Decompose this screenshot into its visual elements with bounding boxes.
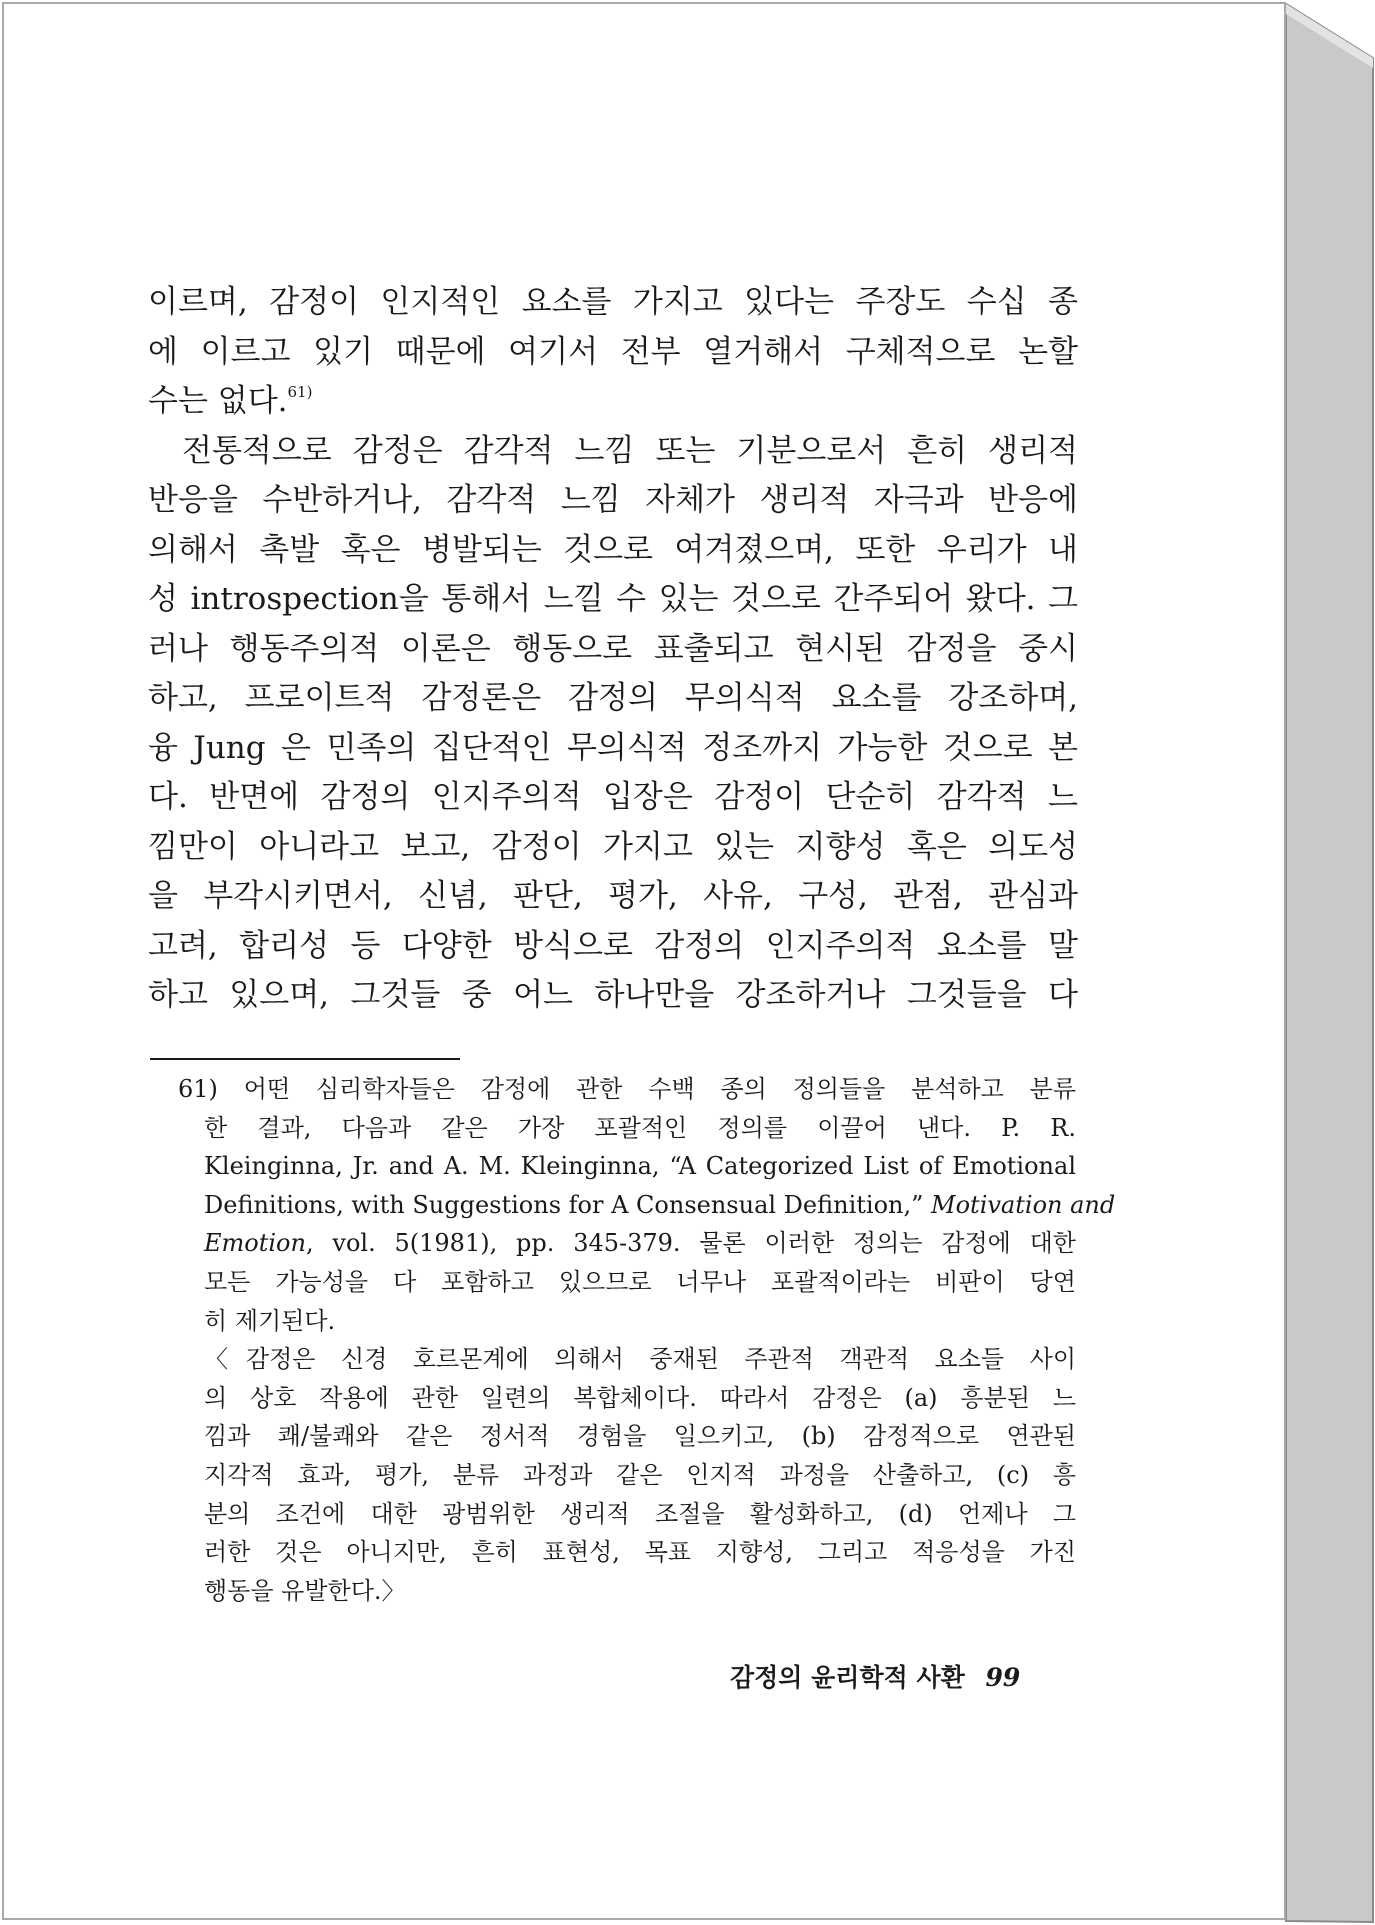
footnote-line: 의 상호 작용에 관한 일련의 복합체이다. 따라서 감정은 (a) 흥분된 느 <box>204 1383 1076 1412</box>
body-line-text: 융 Jung 은 민족의 집단적인 무의식적 정조까지 가능한 것으로 본 <box>148 729 1078 766</box>
footnote-ref[interactable]: 61) <box>287 383 313 401</box>
footnote-line: 행동을 유발한다.〉 <box>204 1576 406 1605</box>
body-text <box>148 278 1078 1021</box>
footnote-line: 지각적 효과, 평가, 분류 과정과 같은 인지적 과정을 산출하고, (c) 흥 <box>204 1460 1076 1489</box>
footnote-line: Emotion, vol. 5(1981), pp. 345-379. 물론 이러한 정의는 감정에 대한 <box>204 1229 1076 1258</box>
page-number: 99 <box>985 1663 1021 1692</box>
body-line <box>148 823 1078 873</box>
journal-title: Emotion <box>204 1229 306 1258</box>
body-line-text: 의해서 촉발 혹은 병발되는 것으로 여겨졌으며, 또한 우리가 내 <box>148 531 1078 568</box>
journal-title: Motivation and <box>931 1190 1116 1219</box>
footnote-block <box>178 1070 1116 1610</box>
body-line <box>148 625 1078 675</box>
footnote-line: 히 제기된다. <box>204 1306 336 1335</box>
body-line <box>148 278 1078 328</box>
running-head-title: 감정의 윤리학적 사환 <box>730 1663 965 1692</box>
body-line <box>148 526 1078 576</box>
body-line <box>148 724 1078 774</box>
body-line-text: 성 introspection을 통해서 느낄 수 있는 것으로 간주되어 왔다. 그 <box>148 581 1078 617</box>
body-line <box>148 674 1078 724</box>
footnote-line: 〈감정은 신경 호르몬계에 의해서 중재된 주관적 객관적 요소들 사이 <box>204 1345 1076 1374</box>
body-line <box>148 427 1078 477</box>
footnote-line: 낌과 쾌/불쾌와 같은 정서적 경험을 일으키고, (b) 감정적으로 연관된 <box>204 1422 1076 1451</box>
footnote-line: 모든 가능성을 다 포함하고 있으므로 너무나 포괄적이라는 비판이 당연 <box>204 1267 1076 1296</box>
body-line-text: 하고 있으며, 그것들 중 어느 하나만을 강조하거나 그것들을 다 <box>148 977 1078 1013</box>
footnote-line: Kleinginna, Jr. and A. M. Kleinginna, “A Categorized List of Emotional <box>204 1152 1076 1181</box>
body-line-text: 전통적으로 감정은 감각적 느낌 또는 기분으로서 흔히 생리적 <box>182 432 1078 469</box>
body-line <box>148 575 1078 625</box>
body-line-text: 반응을 수반하거나, 감각적 느낌 자체가 생리적 자극과 반응에 <box>148 482 1078 518</box>
body-line-text: 이르며, 감정이 인지적인 요소를 가지고 있다는 주장도 수십 종 <box>148 284 1078 320</box>
body-line-text: 러나 행동주의적 이론은 행동으로 표출되고 현시된 감정을 중시 <box>148 630 1078 667</box>
body-line <box>148 476 1078 526</box>
body-line <box>148 922 1078 972</box>
body-line-text: 수는 없다. <box>148 383 288 419</box>
footnote-line: 61) 어떤 심리학자들은 감정에 관한 수백 종의 정의들을 분석하고 분류 <box>178 1075 1076 1103</box>
body-line-text: 고려, 합리성 등 다양한 방식으로 감정의 인지주의적 요소를 말 <box>148 927 1078 964</box>
footnote-line: 러한 것은 아니지만, 흔히 표현성, 목표 지향성, 그리고 적응성을 가진 <box>204 1538 1076 1567</box>
footnote-line: Definitions, with Suggestions for A Consensual Definition,” Motivation and <box>204 1190 1116 1219</box>
running-head <box>730 1658 1020 1694</box>
body-line-text: 을 부각시키면서, 신념, 판단, 평가, 사유, 구성, 관점, 관심과 <box>148 878 1078 914</box>
body-line <box>148 773 1078 823</box>
footnote-rule <box>150 1058 460 1060</box>
body-line-text: 낌만이 아니라고 보고, 감정이 가지고 있는 지향성 혹은 의도성 <box>148 828 1078 865</box>
body-line <box>148 328 1078 378</box>
body-line <box>148 971 1078 1021</box>
footnote-line: 분의 조건에 대한 광범위한 생리적 조절을 활성화하고, (d) 언제나 그 <box>204 1499 1076 1528</box>
body-line <box>148 872 1078 922</box>
body-line-text: 에 이르고 있기 때문에 여기서 전부 열거해서 구체적으로 논할 <box>148 333 1078 370</box>
body-line-text: 다. 반면에 감정의 인지주의적 입장은 감정이 단순히 감각적 느 <box>148 779 1078 815</box>
body-line-text: 하고, 프로이트적 감정론은 감정의 무의식적 요소를 강조하며, <box>148 680 1078 716</box>
body-line <box>148 377 1078 427</box>
footnote-line: 한 결과, 다음과 같은 가장 포괄적인 정의를 이끌어 낸다. P. R. <box>204 1113 1076 1142</box>
